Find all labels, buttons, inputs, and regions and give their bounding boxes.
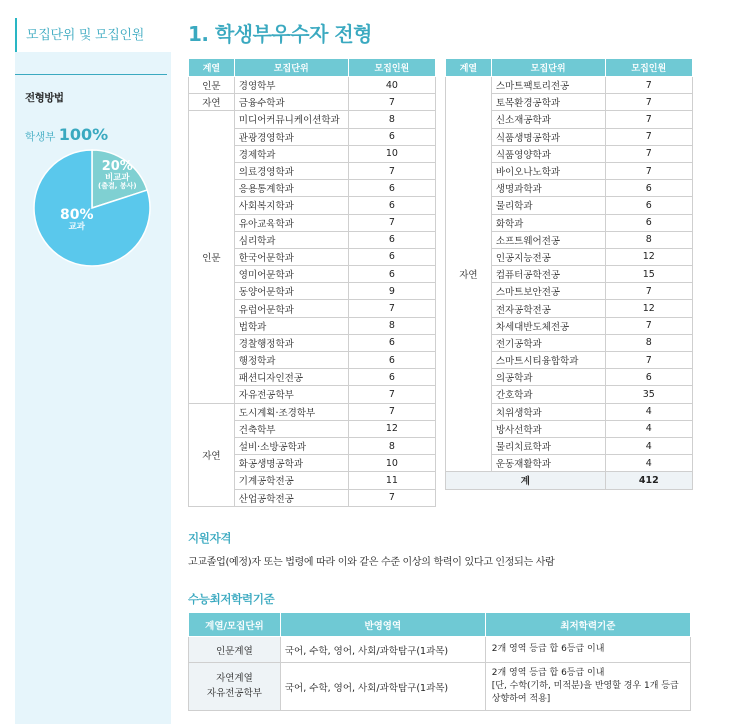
unit-cell: 식품영양학과: [491, 145, 605, 162]
quota-cell: 6: [348, 231, 435, 248]
pie-sub-extracurricular: (출결, 봉사): [98, 181, 137, 190]
quota-cell: 6: [605, 214, 692, 231]
unit-cell: 기계공학전공: [234, 472, 348, 489]
unit-cell: 소프트웨어전공: [491, 231, 605, 248]
student-record-weight: [25, 125, 108, 144]
unit-cell: 간호학과: [491, 386, 605, 403]
unit-cell: 스마트보안전공: [491, 283, 605, 300]
col-header-quota: 모집인원: [348, 59, 435, 77]
unit-cell: 관광경영학과: [234, 128, 348, 145]
track-cell: 자연: [189, 403, 235, 506]
sidebar-divider: [15, 74, 167, 75]
total-label: 계: [446, 472, 606, 489]
quota-cell: 4: [605, 403, 692, 420]
pie-pct-extracurricular: 20%: [101, 159, 133, 174]
unit-cell: 물리학과: [491, 197, 605, 214]
col-header-unit: 모집단위: [491, 59, 605, 77]
unit-cell: 사회복지학과: [234, 197, 348, 214]
left-quota-table: [188, 58, 436, 507]
unit-cell: 금융수학과: [234, 94, 348, 111]
track-cell: 인문: [189, 111, 235, 403]
quota-cell: 4: [605, 420, 692, 437]
min-row-natural: [189, 663, 691, 711]
min-standard: 2개 영역 등급 합 6등급 이내: [485, 637, 690, 663]
min-areas: 국어, 수학, 영어, 사회/과학탐구(1과목): [280, 637, 485, 663]
min-areas: 국어, 수학, 영어, 사회/과학탐구(1과목): [280, 663, 485, 711]
unit-cell: 물리치료학과: [491, 437, 605, 454]
pie-pct-curricular: 80%: [60, 207, 94, 223]
unit-cell: 미디어커뮤니케이션학과: [234, 111, 348, 128]
unit-cell: 행정학과: [234, 352, 348, 369]
quota-cell: 7: [348, 94, 435, 111]
unit-cell: 경찰행정학과: [234, 334, 348, 351]
quota-cell: 6: [348, 248, 435, 265]
student-record-pct: 100%: [58, 125, 109, 144]
min-unit-line1: 자연계열: [216, 673, 253, 685]
quota-cell: 11: [348, 472, 435, 489]
unit-cell: 화학과: [491, 214, 605, 231]
quota-cell: 12: [348, 420, 435, 437]
quota-cell: 7: [348, 214, 435, 231]
unit-cell: 치위생학과: [491, 403, 605, 420]
unit-cell: 화공생명공학과: [234, 455, 348, 472]
quota-cell: 7: [605, 128, 692, 145]
unit-cell: 방사선학과: [491, 420, 605, 437]
quota-cell: 7: [605, 111, 692, 128]
qualification-body: 고교졸업(예정)자 또는 법령에 따라 이와 같은 수준 이상의 학력이 있다고 인정되는 사람: [188, 557, 555, 568]
quota-cell: 4: [605, 455, 692, 472]
quota-cell: 8: [605, 231, 692, 248]
quota-cell: 7: [348, 162, 435, 179]
quota-cell: 6: [348, 369, 435, 386]
right-quota-table: [445, 58, 693, 490]
unit-cell: 의공학과: [491, 369, 605, 386]
unit-cell: 신소재공학과: [491, 111, 605, 128]
quota-cell: 8: [348, 111, 435, 128]
min-unit: [189, 663, 281, 711]
unit-cell: 생명과학과: [491, 180, 605, 197]
unit-cell: 식품생명공학과: [491, 128, 605, 145]
unit-cell: 전자공학전공: [491, 300, 605, 317]
quota-cell: 8: [348, 437, 435, 454]
min-col-unit: 계열/모집단위: [189, 613, 281, 637]
quota-cell: 6: [348, 180, 435, 197]
page-title: 1. 학생부우수자 전형: [188, 22, 372, 46]
quota-cell: 35: [605, 386, 692, 403]
quota-cell: 6: [348, 197, 435, 214]
quota-cell: 6: [605, 180, 692, 197]
quota-cell: 7: [348, 403, 435, 420]
quota-cell: 15: [605, 266, 692, 283]
quota-cell: 7: [348, 300, 435, 317]
sidebar-tab[interactable]: 모집단위 및 모집인원: [15, 18, 171, 52]
unit-cell: 법학과: [234, 317, 348, 334]
quota-cell: 6: [348, 266, 435, 283]
min-standard-title: 수능최저학력기준: [188, 592, 275, 606]
min-unit-line2: 자유전공학부: [206, 687, 262, 699]
unit-cell: 운동재활학과: [491, 455, 605, 472]
unit-cell: 심리학과: [234, 231, 348, 248]
unit-cell: 의료경영학과: [234, 162, 348, 179]
quota-cell: 6: [605, 197, 692, 214]
unit-cell: 산업공학전공: [234, 489, 348, 506]
table-row: [189, 94, 436, 111]
col-header-quota: 모집인원: [605, 59, 692, 77]
unit-cell: 자유전공학부: [234, 386, 348, 403]
quota-cell: 7: [605, 94, 692, 111]
unit-cell: 차세대반도체전공: [491, 317, 605, 334]
quota-cell: 8: [348, 317, 435, 334]
total-value: 412: [605, 472, 692, 489]
sidebar: [15, 18, 171, 724]
unit-cell: 유아교육학과: [234, 214, 348, 231]
unit-cell: 건축학부: [234, 420, 348, 437]
quota-cell: 40: [348, 77, 435, 94]
quota-cell: 6: [605, 369, 692, 386]
quota-cell: 7: [605, 317, 692, 334]
quota-cell: 4: [605, 437, 692, 454]
pie-label-extracurricular: [98, 160, 137, 190]
unit-cell: 전기공학과: [491, 334, 605, 351]
unit-cell: 바이오나노학과: [491, 162, 605, 179]
quota-cell: 10: [348, 145, 435, 162]
quota-cell: 7: [605, 162, 692, 179]
unit-cell: 응용통계학과: [234, 180, 348, 197]
sidebar-subheading: 전형방법: [25, 92, 64, 104]
min-row-humanities: [189, 637, 691, 663]
quota-cell: 6: [348, 128, 435, 145]
min-unit: 인문계열: [189, 637, 281, 663]
table-row: [189, 111, 436, 128]
min-standard: [485, 663, 690, 711]
student-record-label: 학생부: [25, 131, 56, 143]
col-header-track: 계열: [446, 59, 492, 77]
total-row: [446, 472, 693, 489]
col-header-unit: 모집단위: [234, 59, 348, 77]
unit-cell: 설비·소방공학과: [234, 437, 348, 454]
unit-cell: 유럽어문학과: [234, 300, 348, 317]
unit-cell: 패션디자인전공: [234, 369, 348, 386]
quota-cell: 12: [605, 300, 692, 317]
pie-label-curricular: [60, 208, 94, 232]
unit-cell: 한국어문학과: [234, 248, 348, 265]
track-cell: 자연: [446, 77, 492, 472]
quota-cell: 6: [348, 334, 435, 351]
quota-cell: 8: [605, 334, 692, 351]
unit-cell: 경영학부: [234, 77, 348, 94]
col-header-track: 계열: [189, 59, 235, 77]
unit-cell: 스마트시티융합학과: [491, 352, 605, 369]
unit-cell: 동양어문학과: [234, 283, 348, 300]
quota-cell: 10: [348, 455, 435, 472]
unit-cell: 경제학과: [234, 145, 348, 162]
quota-cell: 7: [348, 386, 435, 403]
min-standard-line1: 2개 영역 등급 합 6등급 이내: [491, 668, 605, 678]
unit-cell: 토목환경공학과: [491, 94, 605, 111]
track-cell: 자연: [189, 94, 235, 111]
min-standard-table: [188, 612, 691, 711]
quota-cell: 7: [605, 283, 692, 300]
quota-cell: 7: [348, 489, 435, 506]
quota-cell: 7: [605, 352, 692, 369]
table-row: [189, 77, 436, 94]
quota-cell: 12: [605, 248, 692, 265]
min-col-standard: 최저학력기준: [485, 613, 690, 637]
min-standard-line3: 상향하여 적용]: [491, 694, 551, 705]
table-row: [189, 403, 436, 420]
unit-cell: 도시계획·조경학부: [234, 403, 348, 420]
unit-cell: 인공지능전공: [491, 248, 605, 265]
table-row: [446, 77, 693, 94]
unit-cell: 영미어문학과: [234, 266, 348, 283]
qualification-title: 지원자격: [188, 531, 232, 545]
track-cell: 인문: [189, 77, 235, 94]
quota-cell: 7: [605, 77, 692, 94]
pie-name-extracurricular: 비교과: [104, 172, 130, 183]
unit-cell: 컴퓨터공학전공: [491, 266, 605, 283]
quota-cell: 9: [348, 283, 435, 300]
min-col-areas: 반영영역: [280, 613, 485, 637]
min-standard-line2: [단, 수학(기하, 미적분)을 반영할 경우 1개 등급: [491, 681, 679, 692]
quota-cell: 7: [605, 145, 692, 162]
quota-cell: 6: [348, 352, 435, 369]
unit-cell: 스마트팩토리전공: [491, 77, 605, 94]
pie-name-curricular: 교과: [68, 221, 85, 232]
